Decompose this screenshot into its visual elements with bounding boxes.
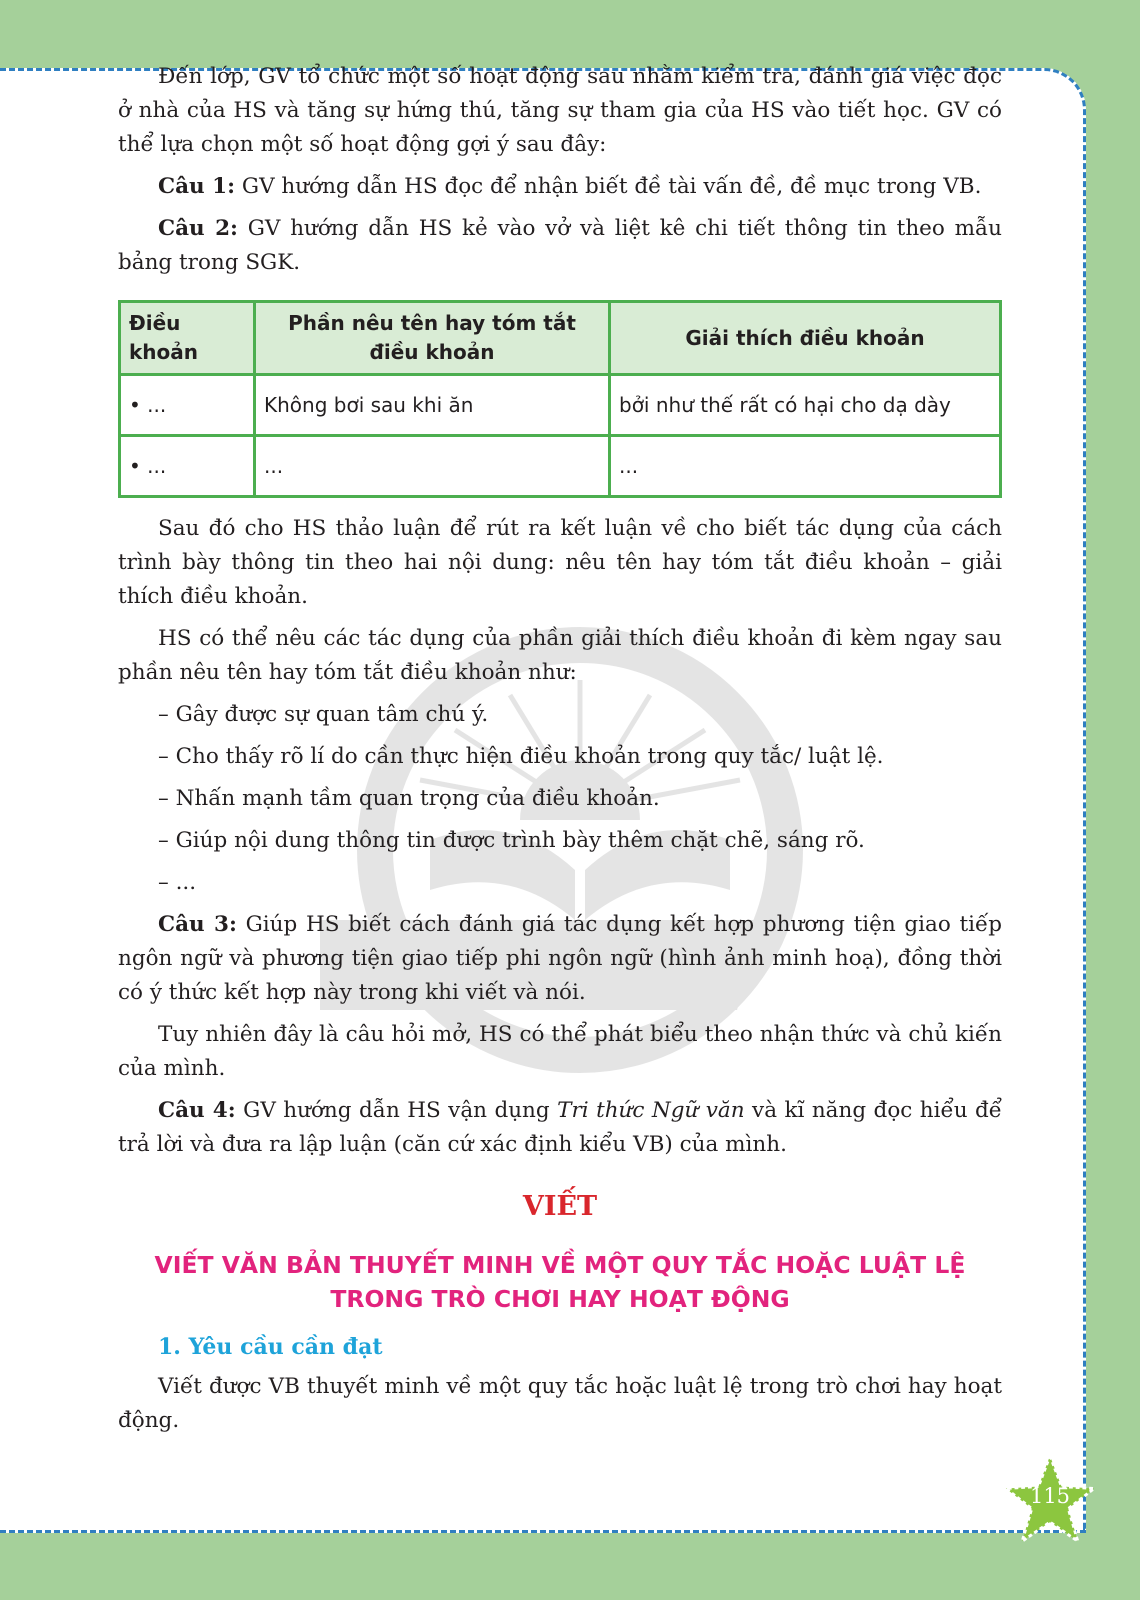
after-table-paragraph: Sau đó cho HS thảo luận để rút ra kết luận về cho biết tác dụng của cách trình bày thông tin theo hai nội dung: nêu tên hay tóm tắt điều khoản – giải thích điều khoản. <box>118 516 1002 609</box>
question-4-italic: Tri thức Ngữ văn <box>557 1098 745 1123</box>
question-3 <box>118 908 1002 1010</box>
question-2-label: Câu 2: <box>158 216 238 241</box>
section-subtitle-line-1: VIẾT VĂN BẢN THUYẾT MINH VỀ MỘT QUY TẮC HOẶC LUẬT LỆ <box>154 1251 966 1279</box>
clause-table <box>118 300 1002 498</box>
table-header-row <box>120 302 1001 375</box>
section-title: VIẾT <box>522 1191 598 1222</box>
table-cell: bởi như thế rất có hại cho dạ dày <box>610 375 1001 436</box>
question-4 <box>118 1094 1002 1162</box>
table-cell: Không bơi sau khi ăn <box>255 375 610 436</box>
question-4-label: Câu 4: <box>158 1098 236 1123</box>
section-subtitle-line-2: TRONG TRÒ CHƠI HAY HOẠT ĐỘNG <box>330 1285 790 1313</box>
question-4-text-post: và kĩ năng đọc hiểu để trả lời và đưa ra lập luận (căn cứ xác định kiểu VB) của mình. <box>118 1098 1003 1157</box>
question-2-text: GV hướng dẫn HS kẻ vào vở và liệt kê chi tiết thông tin theo mẫu bảng trong SGK. <box>118 216 1002 275</box>
question-1-label: Câu 1: <box>158 174 236 199</box>
table-cell: ... <box>255 436 610 497</box>
page-number: 115 <box>1029 1484 1071 1508</box>
list-item: – ... <box>158 870 197 895</box>
table-header-clause: Điều khoản <box>120 302 255 375</box>
table-row <box>120 436 1001 497</box>
open-question-paragraph: Tuy nhiên đây là câu hỏi mở, HS có thể phát biểu theo nhận thức và chủ kiến của mình. <box>118 1022 1002 1081</box>
list-item: – Nhấn mạnh tầm quan trọng của điều khoản. <box>158 786 660 811</box>
table-cell: • ... <box>120 436 255 497</box>
question-3-text: Giúp HS biết cách đánh giá tác dụng kết hợp phương tiện giao tiếp ngôn ngữ và phương tiện giao tiếp phi ngôn ngữ (hình ảnh minh hoạ), đồng thời có ý thức kết hợp này trong khi viết và nói. <box>118 912 1002 1005</box>
table-header-explanation: Giải thích điều khoản <box>610 302 1001 375</box>
question-4-text-pre: GV hướng dẫn HS vận dụng <box>235 1098 558 1123</box>
list-item: – Gây được sự quan tâm chú ý. <box>158 702 489 727</box>
question-1 <box>118 170 1002 204</box>
intro-paragraph: Đến lớp, GV tổ chức một số hoạt động sau nhằm kiểm tra, đánh giá việc đọc ở nhà của HS và tăng sự hứng thú, tăng sự tham gia của HS vào tiết học. GV có thể lựa chọn một số hoạt động gợi ý sau đây: <box>118 64 1002 157</box>
requirement-heading: 1. Yêu cầu cần đạt <box>158 1334 383 1360</box>
table-row <box>120 375 1001 436</box>
question-1-text: GV hướng dẫn HS đọc để nhận biết đề tài vấn đề, đề mục trong VB. <box>235 174 982 199</box>
question-3-label: Câu 3: <box>158 912 237 937</box>
table-cell: ... <box>610 436 1001 497</box>
table-header-summary: Phần nêu tên hay tóm tắt điều khoản <box>255 302 610 375</box>
effects-intro-paragraph: HS có thể nêu các tác dụng của phần giải thích điều khoản đi kèm ngay sau phần nêu tên hay tóm tắt điều khoản như: <box>118 626 1002 685</box>
question-2 <box>118 212 1002 280</box>
table-cell: • ... <box>120 375 255 436</box>
main-content <box>118 60 1002 1446</box>
list-item: – Cho thấy rõ lí do cần thực hiện điều khoản trong quy tắc/ luật lệ. <box>158 744 884 769</box>
section-subtitle <box>118 1248 1002 1316</box>
requirement-paragraph: Viết được VB thuyết minh về một quy tắc hoặc luật lệ trong trò chơi hay hoạt động. <box>118 1374 1002 1433</box>
list-item: – Giúp nội dung thông tin được trình bày thêm chặt chẽ, sáng rõ. <box>158 828 865 853</box>
